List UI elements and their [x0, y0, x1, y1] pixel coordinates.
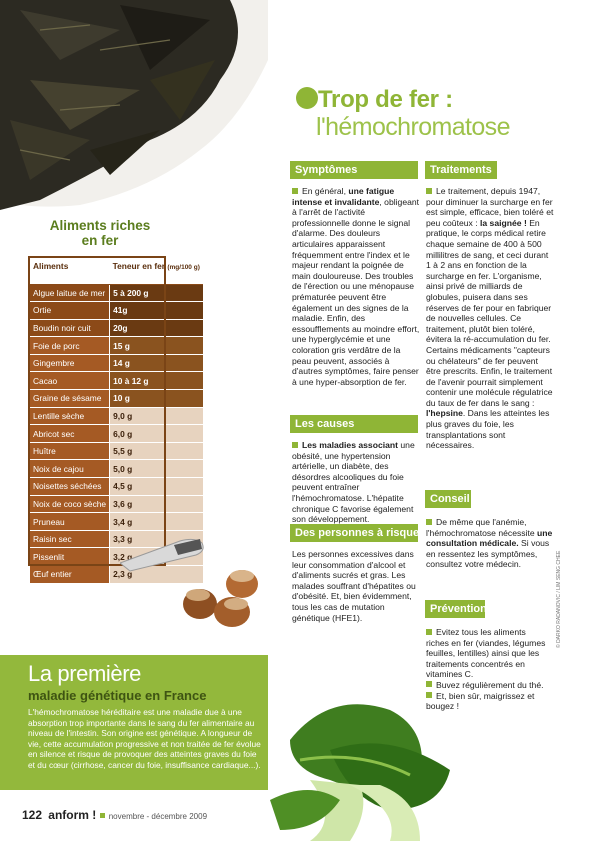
- table-title: [30, 218, 170, 248]
- info-box-title: La première: [28, 661, 141, 686]
- table-title-line1: Aliments riches: [49, 218, 151, 233]
- food-name: Algue laitue de mer: [30, 284, 110, 302]
- iron-content-value: 3,2 g: [110, 548, 203, 566]
- food-name: Gingembre: [30, 354, 110, 372]
- table-row: [30, 425, 203, 443]
- magazine-name: anform !: [48, 808, 97, 822]
- prevention-item: Buvez régulièrement du thé.: [426, 680, 548, 691]
- section-header-causes: Les causes: [290, 415, 418, 433]
- page-number: 122: [22, 808, 43, 822]
- bullet-square-icon: [292, 188, 298, 194]
- page-footer: [22, 808, 207, 822]
- issue-date: novembre - décembre 2009: [108, 812, 208, 821]
- footer-square-icon: [100, 813, 105, 818]
- hazelnuts-image: [170, 562, 270, 632]
- iron-content-value: 10 à 12 g: [110, 372, 203, 390]
- table-header-row: [30, 258, 203, 284]
- food-name: Œuf entier: [30, 566, 110, 584]
- table-row: [30, 407, 203, 425]
- table-row: [30, 372, 203, 390]
- bullet-square-icon: [426, 681, 432, 687]
- photo-credit: © DARKO RADANOVIC / LIM SENG CHEE: [556, 550, 562, 648]
- iron-content-value: 9,0 g: [110, 407, 203, 425]
- food-name: Huître: [30, 442, 110, 460]
- iron-content-value: 3,3 g: [110, 530, 203, 548]
- section-header-traitements: Traitements: [425, 161, 497, 179]
- section-header-risque: Des personnes à risque: [290, 524, 418, 542]
- iron-content-value: 3,6 g: [110, 495, 203, 513]
- conseil-text: De même que l'anémie, l'hémochromatose nécessite une consultation médicale. Si vous en ressentez les symptômes, consultez votre médecin.: [426, 517, 553, 570]
- food-name: Foie de porc: [30, 337, 110, 355]
- symptomes-text: En général, une fatigue intense et invalidante, obligeant à l'arrêt de l'activité professionnelle donne le signal d'alarme. Des douleurs articulaires apparaissent fréquemment entre l'index et le majeur rendant la poignée de main douloureuse. Des troubles de l'érection ou une ménopause prématurée peuvent être également un des signes de la maladie. Enfin, des essoufflements au moindre effort, une hyperglycémie et une coloration gris verdâtre de la peau peuvent, associés à d'autres symptômes, faire penser à une hyper-absorption de fer.: [292, 186, 420, 387]
- info-box-genetic: [0, 655, 268, 790]
- section-header-symptomes: Symptômes: [290, 161, 418, 179]
- col-header-value: Teneur en fer (mg/100 g): [110, 258, 203, 284]
- food-name: Noisettes séchées: [30, 478, 110, 496]
- table-row: [30, 442, 203, 460]
- table-row: [30, 337, 203, 355]
- food-name: Boudin noir cuit: [30, 319, 110, 337]
- iron-content-value: 5,5 g: [110, 442, 203, 460]
- table-title-line2: en fer: [81, 233, 119, 248]
- prevention-item: Et, bien sûr, maigrissez et bougez !: [426, 690, 535, 712]
- food-name: Ortie: [30, 302, 110, 320]
- col-header-food: Aliments: [30, 258, 110, 284]
- risque-text: Les personnes excessives dans leur consommation d'alcool et d'aliments sucrés et gras. Les malades souffrant d'hépatites ou d'obésité. Et, bien évidemment, tous les cas de mutation génétique (HFE1).: [292, 549, 416, 623]
- section-header-prevention: Prévention: [425, 600, 485, 618]
- title-subtitle: l'hémochromatose: [316, 113, 510, 141]
- table-row: [30, 390, 203, 408]
- food-name: Noix de coco sèche: [30, 495, 110, 513]
- title-main: Trop de fer :: [318, 86, 453, 113]
- prevention-item: Evitez tous les aliments riches en fer (viandes, légumes feuilles, lentilles) ainsi que les traitements concentrés en vitamines C.: [426, 627, 546, 680]
- table-row: [30, 319, 203, 337]
- bok-choy-image: [270, 690, 460, 841]
- table-row: [30, 302, 203, 320]
- food-name: Pruneau: [30, 513, 110, 531]
- food-name: Raisin sec: [30, 530, 110, 548]
- info-box-text: L'hémochromatose héréditaire est une maladie due à une absorption trop importante dans le sang du fer alimentaire au niveau de l'intestin. Son origine est génétique. A longueur de vie, cette accumulation progressive et non traitée de fer évolue en silence et risque de provoquer des atteintes graves du foie et du cœur (cirrhose, cancer du foie, insuffisance cardiaque...).: [28, 707, 261, 770]
- title-bullet-icon: [296, 87, 318, 109]
- food-name: Cacao: [30, 372, 110, 390]
- table-row: [30, 513, 203, 531]
- bullet-square-icon: [426, 519, 432, 525]
- table-row: [30, 460, 203, 478]
- iron-content-value: 14 g: [110, 354, 203, 372]
- iron-content-value: 5 à 200 g: [110, 284, 203, 302]
- food-name: Abricot sec: [30, 425, 110, 443]
- table-row: [30, 354, 203, 372]
- bullet-square-icon: [426, 629, 432, 635]
- food-name: Graine de sésame: [30, 390, 110, 408]
- iron-content-value: 6,0 g: [110, 425, 203, 443]
- table-row: [30, 495, 203, 513]
- iron-content-value: 2,3 g: [110, 566, 203, 584]
- iron-content-value: 20g: [110, 319, 203, 337]
- info-box-subtitle: maladie génétique en France: [28, 688, 207, 703]
- table-row: [30, 478, 203, 496]
- causes-text: Les maladies associant une obésité, une hypertension artérielle, un diabète, des désordres alcooliques du foie peuvent entraîner l'hémochromatose. L'hépatite chronique C favorise également son développement.: [292, 440, 415, 525]
- iron-content-value: 4,5 g: [110, 478, 203, 496]
- food-name: Noix de cajou: [30, 460, 110, 478]
- iron-content-value: 41g: [110, 302, 203, 320]
- food-name: Lentille sèche: [30, 407, 110, 425]
- iron-content-value: 10 g: [110, 390, 203, 408]
- iron-content-value: 3,4 g: [110, 513, 203, 531]
- iron-content-value: 5,0 g: [110, 460, 203, 478]
- section-header-conseil: Conseil: [425, 490, 471, 508]
- bullet-square-icon: [292, 442, 298, 448]
- table-row: [30, 284, 203, 302]
- iron-content-value: 15 g: [110, 337, 203, 355]
- bullet-square-icon: [426, 188, 432, 194]
- traitements-text: Le traitement, depuis 1947, pour diminuer la surcharge en fer est simple, efficace, bien toléré et peu coûteux : la saignée ! En pratique, le corps médical retire chaque semaine de 400 à 500 millilitres de sang, et ceci durant 1 à 2 ans en fonction de la surcharge en fer. L'organisme, ainsi privé de milliards de globules, puisera dans ses réserves de fer pour en fabriquer de nouvelles cellules. Ce traitement, plutôt bien toléré, évitera la ré-accumulation du fer. Certains médicaments "capteurs ou chélateurs" de fer peuvent être prescrits. Enfin, le traitement de l'avenir pourrait simplement contenir une molécule régulatrice du taux de fer dans le sang : l'hepsine. Dans les atteintes les plus graves du foie, les transplantations sont nécessaires.: [426, 186, 554, 451]
- dried-seaweed-image: [0, 0, 268, 210]
- food-name: Pissenlit: [30, 548, 110, 566]
